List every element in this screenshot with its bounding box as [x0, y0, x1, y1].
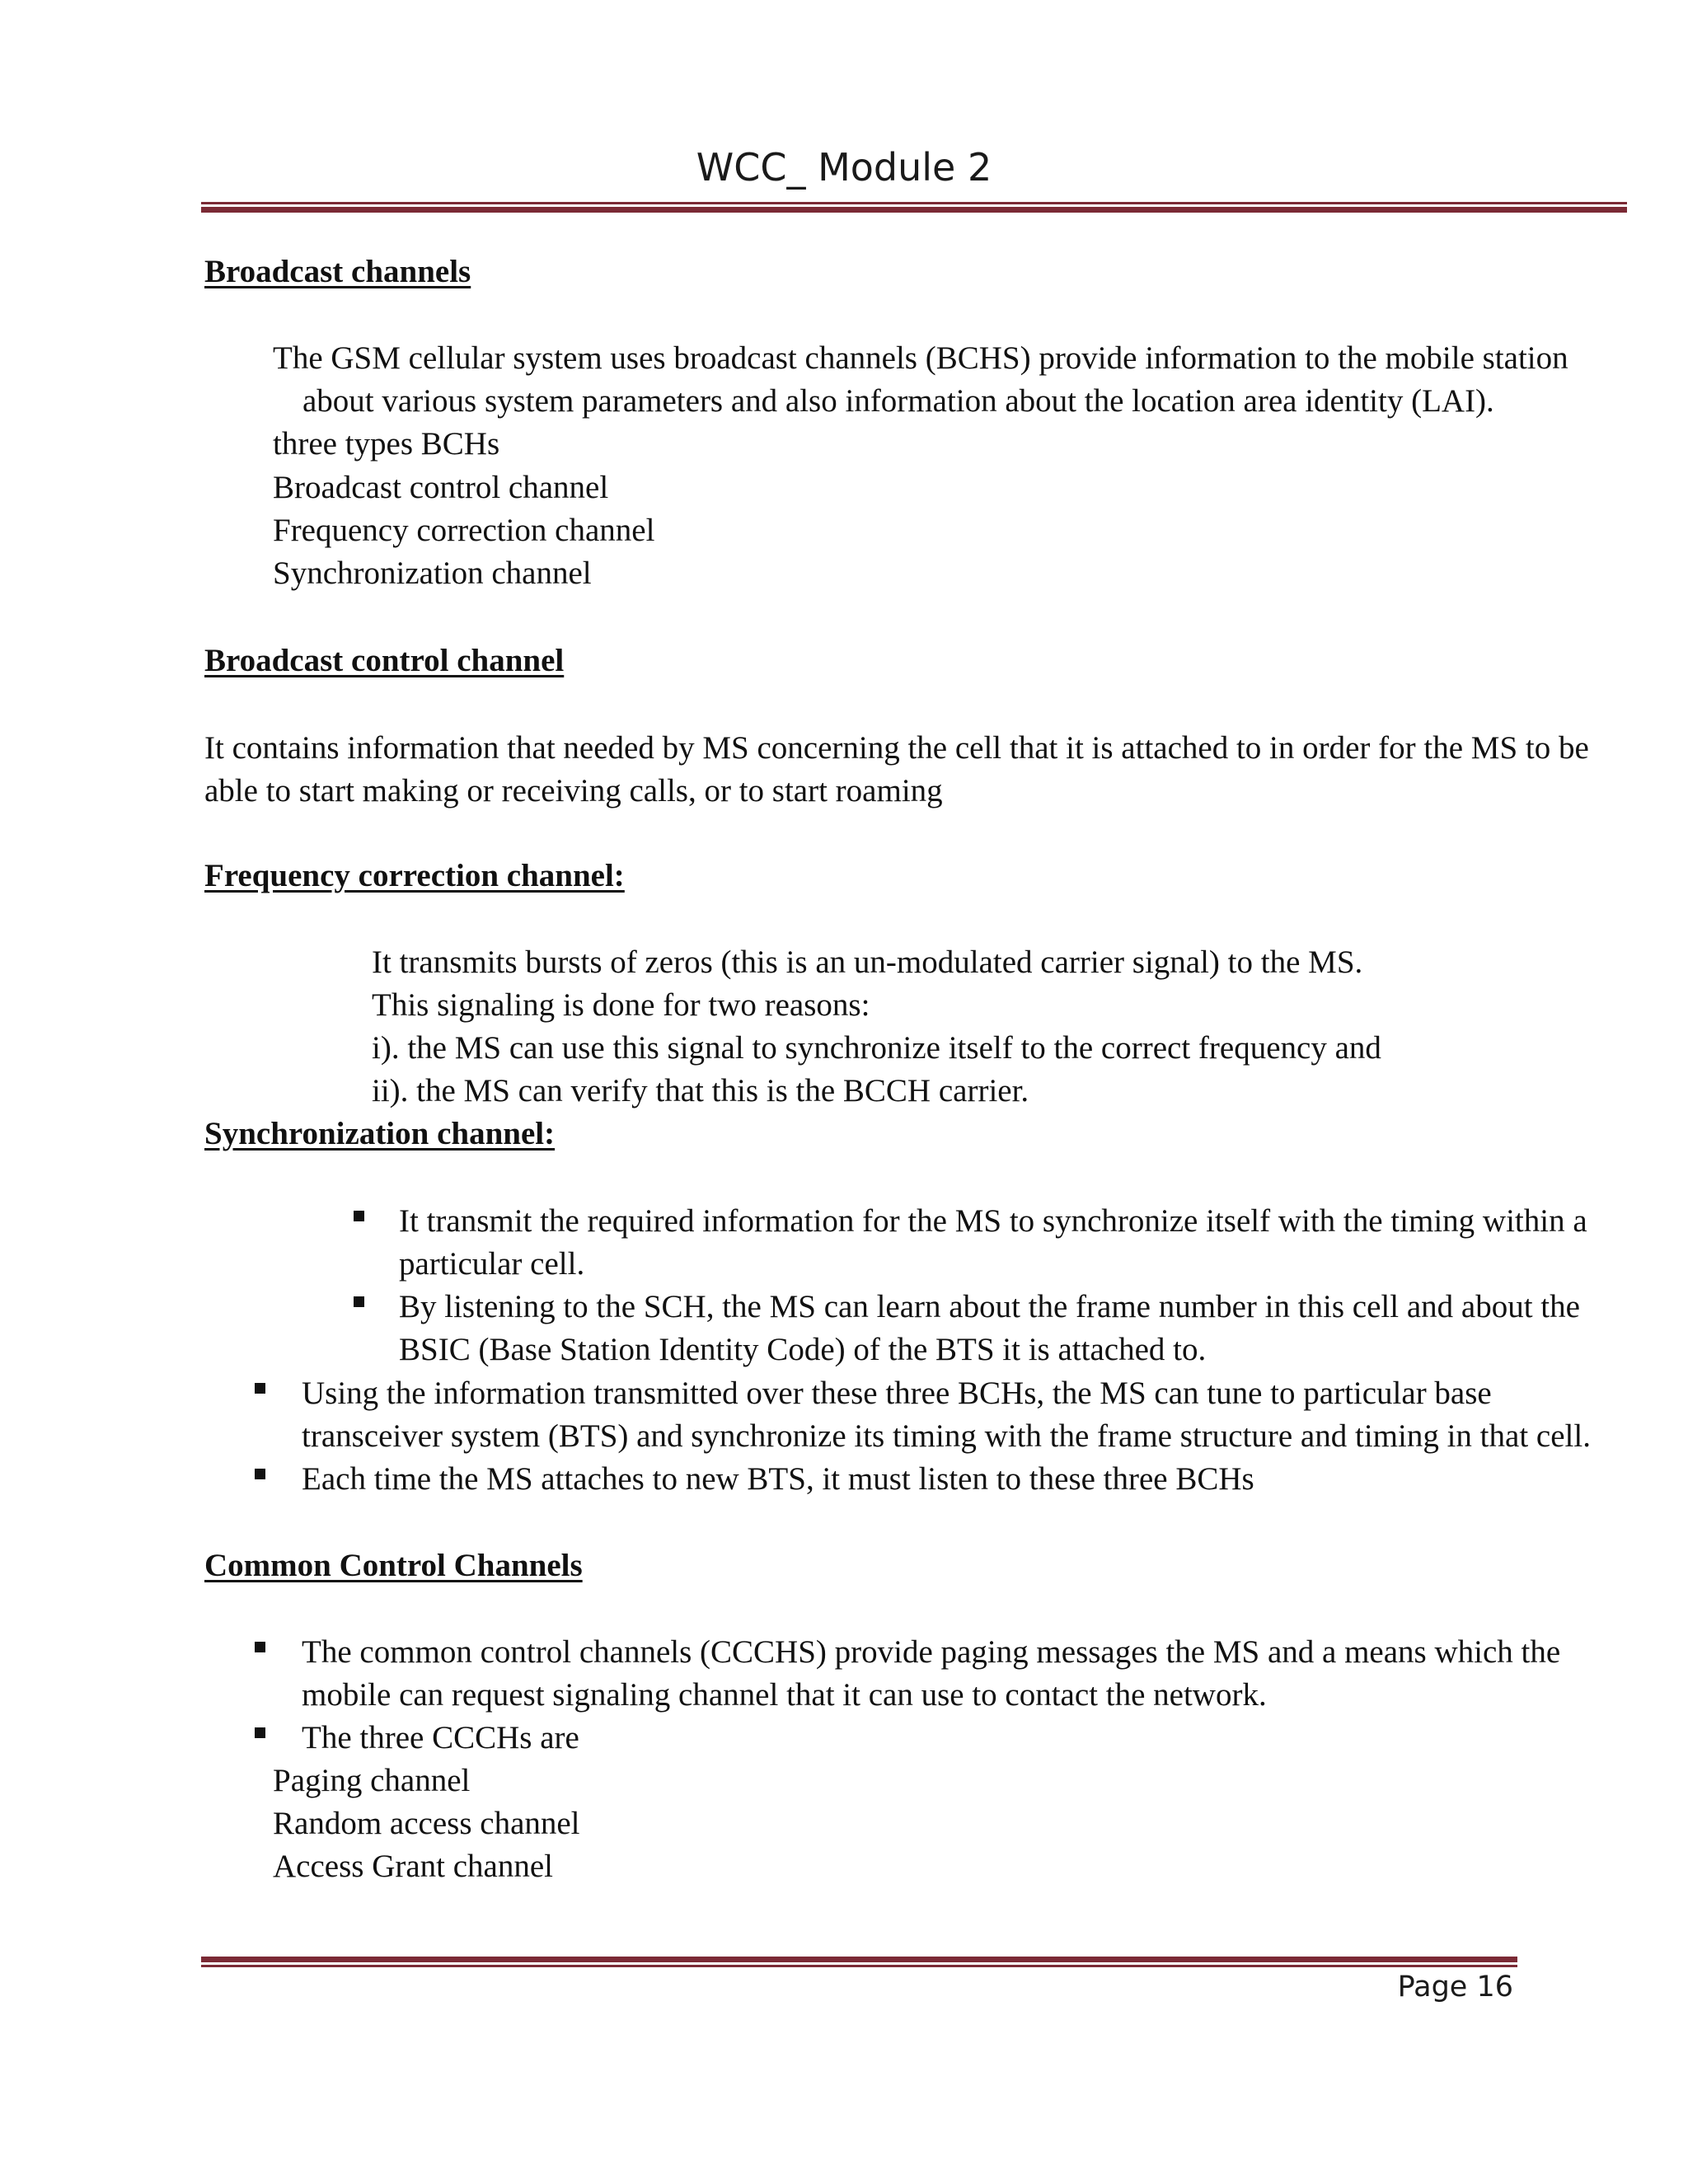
square-bullet-icon: [255, 1469, 265, 1479]
footer-rule-thin: [201, 1965, 1517, 1967]
bullet-text-line: BSIC (Base Station Identity Code) of the BTS it is attached to.: [399, 1332, 1207, 1367]
list-item: Paging channel: [273, 1763, 471, 1798]
bullet-text-line: mobile can request signaling channel that it can use to contact the network.: [302, 1677, 1267, 1713]
paragraph-line: about various system parameters and also information about the location area identity (LAI).: [302, 383, 1494, 419]
paragraph-line: three types BCHs: [273, 426, 500, 462]
paragraph-line: ii). the MS can verify that this is the BCCH carrier.: [372, 1073, 1029, 1108]
heading-common-control-channels: Common Control Channels: [204, 1548, 583, 1583]
page-number: Page 16: [1397, 1971, 1513, 2004]
paragraph-line: It transmits bursts of zeros (this is an un-modulated carrier signal) to the MS.: [372, 944, 1363, 980]
square-bullet-icon: [354, 1296, 364, 1307]
header-rule-thick: [201, 207, 1627, 213]
bullet-text-line: The common control channels (CCCHS) provide paging messages the MS and a means which the: [302, 1634, 1561, 1670]
paragraph-line: able to start making or receiving calls, or to start roaming: [204, 773, 943, 808]
list-item: Frequency correction channel: [273, 513, 655, 548]
footer-rule-thick: [201, 1957, 1517, 1962]
list-item: Broadcast control channel: [273, 470, 609, 505]
bullet-text-line: By listening to the SCH, the MS can learn about the frame number in this cell and about the: [399, 1289, 1580, 1324]
paragraph-line: This signaling is done for two reasons:: [372, 987, 870, 1023]
paragraph-line: i). the MS can use this signal to synchronize itself to the correct frequency and: [372, 1030, 1381, 1066]
bullet-text-line: transceiver system (BTS) and synchronize its timing with the frame structure and timing in that cell.: [302, 1418, 1591, 1454]
square-bullet-icon: [255, 1727, 265, 1738]
bullet-text-line: particular cell.: [399, 1246, 585, 1282]
bullet-text-line: Each time the MS attaches to new BTS, it must listen to these three BCHs: [302, 1461, 1254, 1497]
header-rule-thin: [201, 202, 1627, 204]
bullet-text-line: It transmit the required information for the MS to synchronize itself with the timing within a: [399, 1203, 1587, 1239]
square-bullet-icon: [255, 1642, 265, 1652]
list-item: Synchronization channel: [273, 555, 592, 591]
heading-frequency-correction-channel: Frequency correction channel:: [204, 858, 625, 893]
paragraph-line: The GSM cellular system uses broadcast channels (BCHS) provide information to the mobile station: [273, 340, 1568, 376]
paragraph-line: It contains information that needed by MS concerning the cell that it is attached to in order for the MS to be: [204, 730, 1589, 766]
heading-synchronization-channel: Synchronization channel:: [204, 1116, 556, 1151]
square-bullet-icon: [354, 1211, 364, 1221]
square-bullet-icon: [255, 1383, 265, 1394]
heading-broadcast-channels: Broadcast channels: [204, 254, 471, 289]
heading-broadcast-control-channel: Broadcast control channel: [204, 643, 565, 678]
bullet-text-line: Using the information transmitted over these three BCHs, the MS can tune to particular base: [302, 1376, 1492, 1411]
list-item: Random access channel: [273, 1806, 580, 1841]
header-title: WCC_ Module 2: [696, 145, 992, 190]
list-item: Access Grant channel: [273, 1849, 554, 1884]
bullet-text-line: The three CCCHs are: [302, 1720, 579, 1755]
